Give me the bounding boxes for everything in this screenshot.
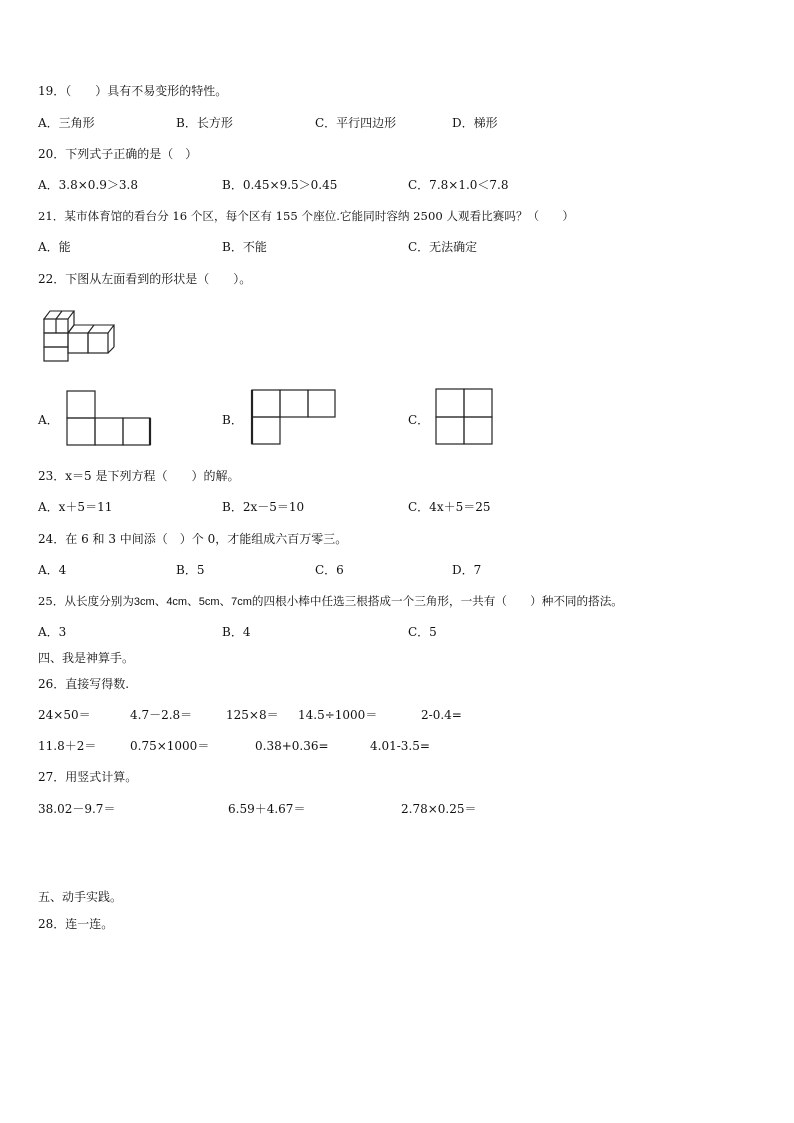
q27-expression: 2.78×0.25＝ <box>401 802 477 816</box>
question-26-stem: 26．直接写得数. <box>38 677 130 691</box>
q21-option-c: C．无法确定 <box>408 240 478 254</box>
q26-expression: 14.5÷1000＝ <box>298 708 378 722</box>
q25-separator: 、 <box>219 594 232 608</box>
q26-expression: 24×50＝ <box>38 708 91 722</box>
q22-option-c: C． <box>408 413 430 427</box>
q25-length-3cm: 3cm <box>133 596 155 608</box>
q22-option-a-figure <box>66 390 152 446</box>
q24-option-b: B．5 <box>176 563 205 577</box>
q20-option-b: B．0.45×9.5＞0.45 <box>222 178 338 192</box>
q26-expression: 2-0.4= <box>421 708 462 722</box>
q25-length-5cm: 5cm <box>198 596 220 608</box>
q21-option-a: A．能 <box>38 240 71 254</box>
question-21-stem: 21．某市体育馆的看台分 16 个区，每个区有 155 个座位.它能同时容纳 2500 人观看比赛吗？（ ） <box>38 209 574 223</box>
q22-option-c-figure <box>435 388 495 446</box>
section-5-title: 五、动手实践。 <box>38 890 123 904</box>
q19-option-b: B．长方形 <box>176 116 233 130</box>
q25-length-4cm: 4cm <box>166 596 188 608</box>
q25-option-b: B．4 <box>222 625 251 639</box>
q25-separator: 、 <box>154 594 167 608</box>
question-22-stem: 22．下图从左面看到的形状是（ ）。 <box>38 272 252 286</box>
question-20-stem: 20．下列式子正确的是（ ） <box>38 147 198 161</box>
question-28-stem: 28．连一连。 <box>38 917 114 931</box>
q25-option-c: C．5 <box>408 625 437 639</box>
q26-expression: 125×8＝ <box>226 708 279 722</box>
q19-option-d: D．梯形 <box>452 116 498 130</box>
q25-stem-part: 的四根小棒中任选三根搭成一个三角形，一共有（ ）种不同的搭法。 <box>251 594 623 608</box>
q21-option-b: B．不能 <box>222 240 267 254</box>
q20-option-c: C．7.8×1.0＜7.8 <box>408 178 509 192</box>
q23-option-b: B．2x－5＝10 <box>222 500 305 514</box>
q27-expression: 6.59＋4.67＝ <box>228 802 306 816</box>
question-27-stem: 27．用竖式计算。 <box>38 770 138 784</box>
q26-expression: 0.38+0.36= <box>255 739 329 753</box>
q19-option-c: C．平行四边形 <box>315 116 397 130</box>
q25-separator: 、 <box>187 594 199 608</box>
q22-option-b: B． <box>222 413 243 427</box>
q24-option-a: A．4 <box>38 563 67 577</box>
q25-stem-part: 25．从长度分别为 <box>38 594 134 608</box>
q23-option-a: A．x＋5＝11 <box>38 500 113 514</box>
section-4-title: 四、我是神算手。 <box>38 651 135 665</box>
q23-option-c: C．4x＋5＝25 <box>408 500 491 514</box>
q25-length-7cm: 7cm <box>231 596 252 608</box>
q20-option-a: A．3.8×0.9＞3.8 <box>38 178 138 192</box>
q22-option-a: A． <box>38 413 59 427</box>
question-25-stem <box>38 593 623 610</box>
question-23-stem: 23．x＝5 是下列方程（ ）的解。 <box>38 469 240 483</box>
q27-expression: 38.02－9.7＝ <box>38 802 116 816</box>
question-19-stem: 19．（ ）具有不易变形的特性。 <box>38 84 228 98</box>
q24-option-c: C．6 <box>315 563 344 577</box>
q26-expression: 0.75×1000＝ <box>130 739 210 753</box>
q26-expression: 11.8＋2＝ <box>38 739 97 753</box>
cube-stack-figure <box>40 303 120 365</box>
q24-option-d: D．7 <box>452 563 482 577</box>
question-24-stem: 24．在 6 和 3 中间添（ ）个 0，才能组成六百万零三。 <box>38 532 348 546</box>
q22-option-b-figure <box>250 389 336 445</box>
q26-expression: 4.7－2.8＝ <box>130 708 193 722</box>
q26-expression: 4.01-3.5= <box>370 739 430 753</box>
q25-option-a: A．3 <box>38 625 67 639</box>
q19-option-a: A．三角形 <box>38 116 95 130</box>
